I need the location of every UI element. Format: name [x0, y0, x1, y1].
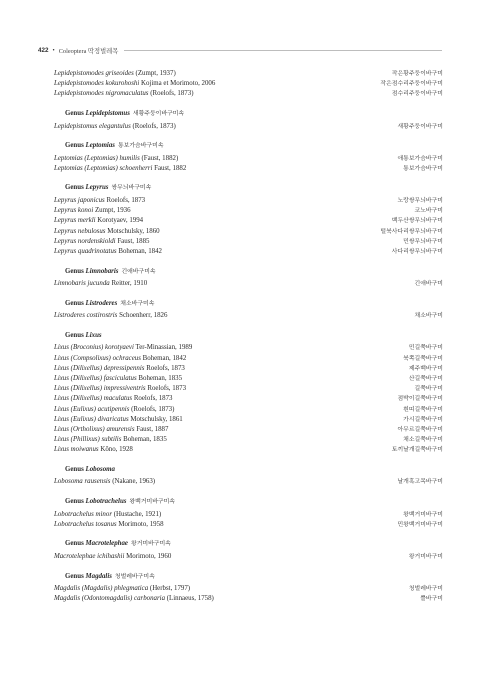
species-name: Lixus (Dilixellus) fasciculatus	[54, 375, 137, 382]
species-name: Lobotrachelus minor	[54, 510, 112, 518]
species-entry	[54, 552, 443, 562]
species-name: Lixus (Dilixellus) impressiventris	[54, 385, 146, 393]
species-entry	[54, 206, 443, 216]
genus-heading	[65, 465, 443, 475]
scientific-name	[54, 206, 131, 216]
species-name: Leptomias (Leptomias) humilis	[54, 154, 140, 162]
species-name: Lixus (Phillixus) subtilis	[54, 436, 122, 444]
genus-label: Genus	[65, 109, 84, 117]
species-author: Roelofs, 1873	[146, 364, 185, 372]
species-author: Korotyaev, 1994	[97, 217, 144, 225]
scientific-name	[54, 425, 168, 435]
section-gap	[54, 456, 443, 465]
scientific-name	[54, 384, 186, 394]
scientific-name	[54, 196, 145, 206]
korean-common-name: 긴애바구미	[414, 281, 443, 288]
korean-common-name: 민쌍무늬바구미	[403, 238, 443, 245]
korean-common-name: 토끼날개길쭉바구미	[391, 447, 443, 454]
species-author: (Roelofs, 1873)	[132, 122, 176, 130]
genus-name: Lobotrachelus	[85, 498, 127, 506]
section-gap	[54, 530, 443, 539]
species-name: Lixus (Dilixellus) maculatus	[54, 395, 133, 403]
species-author: Zumpt, 1936	[94, 207, 131, 215]
genus-label: Genus	[65, 465, 84, 473]
species-entry	[54, 394, 443, 404]
header-separator: •	[52, 46, 55, 54]
genus-name: Leptomias	[85, 142, 115, 150]
species-author: Faust, 1882	[154, 164, 187, 172]
genus-label: Genus	[65, 142, 84, 150]
species-entry	[54, 79, 443, 89]
species-name: Lixus (Dilixellus) depressipennis	[54, 364, 145, 372]
scientific-name	[54, 364, 185, 374]
species-name: Magdalis (Odontomagdalis) carbonaria	[54, 595, 166, 603]
species-name: Lepyrus japonicus	[54, 197, 105, 205]
species-author: Faust, 1887	[136, 425, 169, 433]
running-title: Coleoptera 딱정벌레목	[58, 47, 119, 55]
genus-heading	[65, 109, 443, 119]
species-name: Listroderes costirostris	[54, 312, 118, 320]
species-entry	[54, 279, 443, 289]
species-entry	[54, 196, 443, 206]
species-entry	[54, 425, 443, 435]
scientific-name	[54, 552, 171, 562]
species-author: Boheman, 1835	[123, 436, 167, 444]
korean-common-name: 작은황주둥이바구미	[391, 71, 443, 77]
species-name: Lepidepistomodes kokurohoshi	[54, 80, 140, 88]
species-author: (Linnaeus, 1758)	[166, 595, 214, 603]
species-name: Lepyrus nordenskioldi	[54, 237, 116, 245]
species-name: Lobosoma rausensis	[54, 478, 111, 486]
species-author: Kojima et Morimoto, 2006	[141, 80, 216, 88]
genus-korean-name: 쌍무늬바구미속	[111, 185, 152, 192]
section-gap	[54, 100, 443, 109]
scientific-name	[54, 415, 183, 425]
scientific-name	[54, 69, 176, 79]
species-name: Lepyrus konoi	[54, 207, 94, 215]
genus-name: Limnobaris	[85, 267, 119, 275]
species-author: Faust, 1885	[117, 237, 150, 245]
korean-common-name: 백두산쌍무늬바구미	[391, 218, 443, 225]
scientific-name	[54, 237, 149, 247]
page-header	[38, 44, 442, 56]
species-name: Lixus (Broconius) korotyaevi	[54, 344, 134, 352]
korean-common-name: 왕백거미바구미	[403, 511, 443, 518]
species-name: Magdalis (Magdalis) phlegmatica	[54, 585, 149, 593]
scientific-name	[54, 154, 178, 164]
species-name: Lepyrus merkli	[54, 217, 96, 225]
korean-common-name: 산길쭉바구미	[408, 376, 443, 382]
genus-korean-name: 왕거미바구미속	[131, 541, 171, 548]
species-entry	[54, 343, 443, 353]
species-author: Morimoto, 1960	[126, 552, 172, 560]
species-author: Motschulsky, 1860	[107, 227, 160, 235]
scientific-name	[54, 374, 182, 384]
genus-name: Lobosoma	[85, 465, 115, 473]
korean-common-name: 사다리쌍무늬바구미	[391, 248, 443, 255]
species-entry	[54, 227, 443, 237]
korean-common-name: 채소바구미	[414, 313, 443, 320]
species-author: Boheman, 1842	[142, 354, 187, 362]
genus-heading	[65, 331, 443, 341]
genus-heading	[65, 497, 443, 507]
genus-korean-name: 새황주둥이바구미속	[132, 110, 185, 117]
korean-common-name: 왕거미바구미	[408, 553, 443, 560]
korean-common-name: 청벌레바구미	[408, 586, 443, 593]
species-author: Roelofs, 1873	[147, 385, 187, 393]
scientific-name	[54, 394, 173, 404]
species-name: Lixus moiwanus	[54, 446, 99, 454]
species-name: Lepidepistomodes griseoides	[54, 70, 134, 77]
species-entry	[54, 374, 443, 384]
species-name: Macrotelephae ichihashii	[54, 552, 125, 560]
genus-name: Lixus	[85, 331, 102, 339]
genus-name: Listroderes	[85, 299, 118, 307]
genus-label: Genus	[65, 572, 84, 580]
genus-korean-name: 통보가슴바구미속	[117, 143, 164, 150]
species-author: Boheman, 1835	[138, 375, 183, 382]
scientific-name	[54, 247, 162, 257]
scientific-name	[54, 584, 190, 594]
species-entry	[54, 89, 443, 99]
genus-heading	[65, 299, 443, 309]
species-entry	[54, 154, 443, 164]
species-entry	[54, 122, 443, 132]
species-name: Lixus (Ortholixus) amurensis	[54, 425, 135, 433]
korean-common-name: 새황주둥이바구미	[397, 123, 443, 130]
scientific-name	[54, 164, 186, 174]
korean-common-name: 쁠바구미	[420, 596, 443, 603]
scientific-name	[54, 279, 147, 289]
genus-label: Genus	[65, 331, 84, 339]
genus-korean-name: 청벌레바구미속	[114, 573, 155, 580]
korean-common-name: 채소길쭉바구미	[403, 437, 443, 444]
korean-common-name: 가시길쭉바구미	[403, 416, 443, 423]
korean-common-name: 노랑쌍무늬바구미	[397, 198, 443, 205]
genus-name: Magdalis	[85, 572, 112, 580]
section-gap	[54, 257, 443, 266]
section-gap	[54, 321, 443, 330]
scientific-name	[54, 122, 176, 132]
genus-label: Genus	[65, 299, 84, 307]
scientific-name	[54, 354, 186, 364]
species-name: Lobotrachelus tosanus	[54, 520, 117, 528]
scientific-name	[54, 520, 164, 530]
species-entry	[54, 435, 443, 445]
species-entry	[54, 405, 443, 415]
korean-common-name: 작은점수리주둥이바구미	[380, 81, 443, 88]
species-author: Motschulsky, 1861	[130, 415, 183, 423]
species-author: (Nakane, 1963)	[112, 478, 156, 486]
korean-common-name: 애통보가슴바구미	[397, 155, 443, 162]
genus-name: Lepyrus	[85, 184, 109, 192]
scientific-name	[54, 227, 160, 237]
species-entry	[54, 354, 443, 364]
species-author: Morimoto, 1958	[118, 520, 164, 528]
species-entry	[54, 164, 443, 174]
genus-heading	[65, 572, 443, 582]
genus-heading	[65, 183, 443, 193]
korean-common-name: 흰띠길쭉바구미	[403, 406, 443, 413]
scientific-name	[54, 477, 155, 487]
section-gap	[54, 289, 443, 298]
scientific-name	[54, 216, 143, 226]
species-entry	[54, 364, 443, 374]
species-author: Reitter, 1910	[111, 280, 148, 288]
genus-label: Genus	[65, 540, 84, 548]
scientific-name	[54, 311, 167, 321]
species-author: (Faust, 1882)	[141, 154, 179, 162]
species-author: (Zumpt, 1937)	[135, 70, 176, 77]
species-author: (Hustache, 1921)	[113, 510, 162, 518]
scientific-name	[54, 594, 214, 604]
genus-korean-name: 왕백거미바구미속	[129, 499, 175, 506]
genus-heading	[65, 141, 443, 151]
species-author: Boheman, 1842	[118, 247, 162, 255]
species-entry	[54, 445, 443, 455]
species-entry	[54, 584, 443, 594]
species-author: (Roelofs, 1873)	[131, 405, 175, 413]
korean-common-name: 북쪽길쭉바구미	[403, 355, 443, 362]
species-entry	[54, 384, 443, 394]
species-entry	[54, 247, 443, 257]
korean-common-name: 코노바구미	[414, 208, 443, 215]
korean-common-name: 통보가슴바구미	[403, 165, 443, 172]
species-name: Lepidepistomus elegantulus	[54, 122, 131, 130]
species-author: Schoenherr, 1826	[119, 312, 168, 320]
korean-common-name: 점수리주둥이바구미	[391, 91, 443, 98]
species-name: Lepidepistomodes nigromaculatus	[54, 90, 149, 98]
species-name: Lixus (Eulixus) divaricatus	[54, 415, 129, 423]
species-entry	[54, 216, 443, 226]
genus-label: Genus	[65, 267, 84, 275]
korean-common-name: 점박이길쭉바구미	[397, 396, 443, 403]
section-gap	[54, 174, 443, 183]
species-entry	[54, 594, 443, 604]
scientific-name	[54, 89, 194, 99]
species-name: Limnobaris jucunda	[54, 280, 110, 288]
genus-korean-name: 채소바구미속	[120, 300, 155, 307]
species-entry	[54, 510, 443, 520]
species-author: (Roelofs, 1873)	[150, 90, 194, 98]
section-gap	[54, 488, 443, 497]
species-author: Kôno, 1928	[100, 446, 133, 454]
scientific-name	[54, 405, 174, 415]
genus-label: Genus	[65, 184, 84, 192]
scientific-name	[54, 445, 133, 455]
scientific-name	[54, 510, 161, 520]
genus-heading	[65, 267, 443, 277]
species-entry	[54, 520, 443, 530]
species-author: Ter-Minassian, 1989	[135, 344, 193, 352]
korean-common-name: 털북사다리쌍무늬바구미	[380, 228, 443, 235]
korean-common-name: 제주백바구미	[408, 365, 443, 372]
species-entry	[54, 311, 443, 321]
section-gap	[54, 562, 443, 571]
scientific-name	[54, 79, 215, 89]
page-number: 422	[38, 46, 49, 54]
korean-common-name: 길쭉바구미	[414, 386, 443, 393]
korean-common-name: 민왕백거미바구미	[397, 521, 443, 528]
section-gap	[54, 132, 443, 141]
species-author: (Herbst, 1797)	[149, 585, 191, 593]
korean-common-name: 민길쭉바구미	[408, 345, 443, 352]
species-name: Lixus (Compsolixus) ochraceus	[54, 354, 141, 362]
korean-common-name: 아무르길쭉바구미	[397, 426, 443, 433]
korean-common-name: 날개혹고목바구미	[397, 479, 443, 486]
species-name: Lixus (Eulixus) acutipennis	[54, 405, 130, 413]
species-entry	[54, 415, 443, 425]
genus-heading	[65, 539, 443, 549]
species-list	[54, 69, 443, 605]
species-name: Leptomias (Leptomias) schoenherri	[54, 164, 153, 172]
species-entry	[54, 237, 443, 247]
species-entry	[54, 69, 443, 79]
genus-name: Macrotelephae	[85, 540, 128, 548]
species-name: Lepyrus nebulosus	[54, 227, 106, 235]
genus-korean-name: 긴애바구미속	[121, 268, 156, 275]
genus-label: Genus	[65, 498, 84, 506]
genus-name: Lepidepistomus	[85, 109, 130, 117]
header-rule	[124, 50, 442, 51]
scientific-name	[54, 435, 167, 445]
species-name: Lepyrus quadrinotatus	[54, 247, 117, 255]
species-author: Roelofs, 1873	[106, 197, 146, 205]
species-author: Roelofs, 1873	[133, 395, 173, 403]
species-entry	[54, 477, 443, 487]
scientific-name	[54, 343, 192, 353]
